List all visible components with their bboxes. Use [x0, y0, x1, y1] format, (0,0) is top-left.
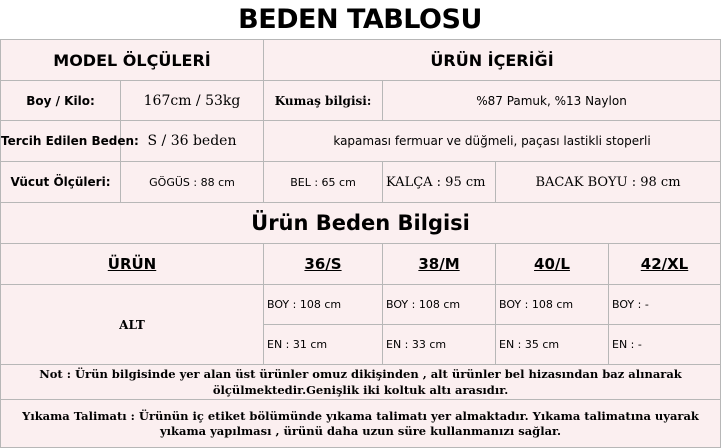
model-measurements-header: MODEL ÖLÇÜLERİ: [1, 40, 264, 81]
size-header-36s: 36/S: [264, 244, 383, 285]
boy-36s: BOY : 108 cm: [264, 285, 383, 325]
boy-40l: BOY : 108 cm: [496, 285, 609, 325]
size-header-38m: 38/M: [383, 244, 496, 285]
boy-42xl: BOY : -: [609, 285, 721, 325]
product-name-cell: ALT: [1, 285, 264, 365]
preferred-size-label: Tercih Edilen Beden:: [1, 121, 121, 162]
fabric-value: %87 Pamuk, %13 Naylon: [383, 81, 721, 121]
en-42xl: EN : -: [609, 325, 721, 365]
measurement-note: Not : Ürün bilgisinde yer alan üst ürünler omuz dikişinden , alt ürünler bel hizasından baz alınarak ölçülmektedir.Genişlik iki koltuk altı arasıdır.: [1, 365, 721, 400]
height-weight-label: Boy / Kilo:: [1, 81, 121, 121]
preferred-size-value: S / 36 beden: [121, 121, 264, 162]
washing-instructions: Yıkama Talimatı : Ürünün iç etiket bölümünde yıkama talimatı yer almaktadır. Yıkama talimatına uyarak yıkama yapılması , ürünü daha uzun süre kullanmanızı sağlar.: [1, 400, 721, 448]
height-weight-value: 167cm / 53kg: [121, 81, 264, 121]
en-38m: EN : 33 cm: [383, 325, 496, 365]
en-36s: EN : 31 cm: [264, 325, 383, 365]
body-measurements-label: Vücut Ölçüleri:: [1, 162, 121, 203]
chest-measurement: GÖGÜS : 88 cm: [121, 162, 264, 203]
size-chart-table: [0, 39, 721, 448]
product-column-header: ÜRÜN: [1, 244, 264, 285]
fabric-label: Kumaş bilgisi:: [264, 81, 383, 121]
hip-measurement: KALÇA : 95 cm: [383, 162, 496, 203]
leg-measurement: BACAK BOYU : 98 cm: [496, 162, 721, 203]
waist-measurement: BEL : 65 cm: [264, 162, 383, 203]
size-section-title: Ürün Beden Bilgisi: [1, 203, 721, 244]
size-header-42xl: 42/XL: [609, 244, 721, 285]
page-title: BEDEN TABLOSU: [238, 4, 482, 35]
size-header-40l: 40/L: [496, 244, 609, 285]
boy-38m: BOY : 108 cm: [383, 285, 496, 325]
product-content-header: ÜRÜN İÇERİĞİ: [264, 40, 721, 81]
closure-detail: kapaması fermuar ve düğmeli, paçası lastikli stoperli: [264, 121, 721, 162]
en-40l: EN : 35 cm: [496, 325, 609, 365]
